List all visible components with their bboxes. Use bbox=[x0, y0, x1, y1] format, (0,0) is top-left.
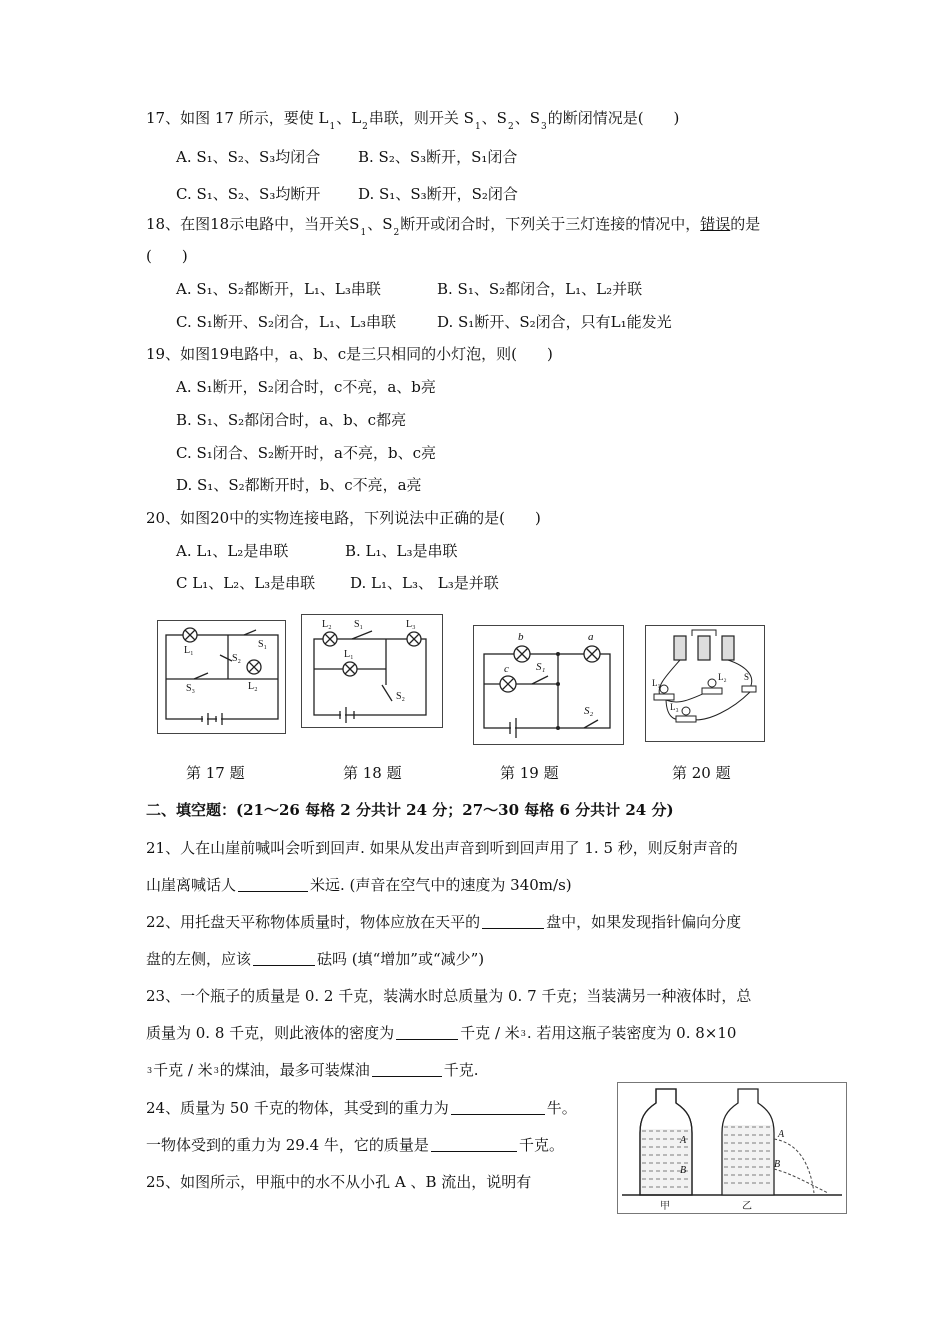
q17-option-c: C. S₁、S₂、S₃均断开 bbox=[176, 185, 321, 203]
q24-blank-1[interactable] bbox=[451, 1100, 545, 1115]
q18-stem-paren: ( ) bbox=[146, 247, 188, 265]
fig18-label-l1: L₁ bbox=[344, 649, 354, 660]
figure-20-caption: 第 20 题 bbox=[672, 764, 731, 782]
q20-option-b: B. L₁、L₃是串联 bbox=[345, 542, 458, 560]
fig18-label-s1: S₁ bbox=[354, 619, 364, 630]
q24-line-2: 一物体受到的重力为 29.4 牛，它的质量是 千克。 bbox=[146, 1136, 564, 1154]
q17-option-b: B. S₂、S₃断开，S₁闭合 bbox=[358, 148, 518, 166]
q25-line-1: 25、如图所示，甲瓶中的水不从小孔 A 、B 流出，说明有 bbox=[146, 1173, 532, 1191]
q23-line-2: 质量为 0. 8 千克，则此液体的密度为 千克 / 米3. 若用这瓶子装密度为 0. 8×10 bbox=[146, 1024, 737, 1042]
q18-stem: 18、在图18示电路中，当开关$S_1$、$S_2$断开或闭合时，下列关于三灯连接的情况中，错误的是 bbox=[146, 215, 761, 238]
q22-blank-1[interactable] bbox=[482, 914, 544, 929]
q17-stem: 17、如图 17 所示，要使 $L_1$、$L_2$串联，则开关 $S_1$、$S_2$、$S_3$的断闭情况是( ) bbox=[146, 109, 680, 132]
fig18-label-l3: L₃ bbox=[406, 619, 416, 630]
bottle-yi-label-b: B bbox=[774, 1159, 781, 1170]
figure-17-circuit bbox=[157, 620, 286, 734]
q20-option-d: D. L₁、L₃、 L₃是并联 bbox=[350, 574, 499, 592]
fig20-label-l3: L₃ bbox=[670, 702, 679, 712]
figure-bottles bbox=[617, 1082, 847, 1214]
q20-option-a: A. L₁、L₂是串联 bbox=[176, 542, 289, 560]
figure-18-circuit bbox=[301, 614, 443, 728]
q23-line-3: 3千克 / 米3的煤油，最多可装煤油 千克. bbox=[147, 1061, 479, 1079]
q18-option-a: A. S₁、S₂都断开，L₁、L₃串联 bbox=[176, 280, 381, 298]
fig17-label-l2: L₂ bbox=[248, 681, 258, 692]
figure-18-caption: 第 18 题 bbox=[343, 764, 402, 782]
bottle-yi-caption: 乙 bbox=[742, 1201, 752, 1212]
q20-stem: 20、如图20中的实物连接电路，下列说法中正确的是( ) bbox=[146, 509, 541, 527]
bottle-yi-label-a: A bbox=[778, 1129, 785, 1140]
bottle-jia-label-b: B bbox=[680, 1165, 687, 1176]
fig19-label-c: c bbox=[504, 663, 509, 675]
q17-option-d: D. S₁、S₃断开，S₂闭合 bbox=[358, 185, 518, 203]
bottle-jia-label-a: A bbox=[680, 1135, 687, 1146]
fig18-label-s2: S₂ bbox=[396, 691, 406, 702]
q24-blank-2[interactable] bbox=[431, 1137, 517, 1152]
q19-option-b: B. S₁、S₂都闭合时，a、b、c都亮 bbox=[176, 411, 407, 429]
q23-line-1: 23、一个瓶子的质量是 0. 2 千克，装满水时总质量为 0. 7 千克；当装满另一种液体时，总 bbox=[146, 987, 752, 1005]
q19-option-d: D. S₁、S₂都断开时，b、c不亮，a亮 bbox=[176, 476, 422, 494]
q19-option-a: A. S₁断开，S₂闭合时，c不亮，a、b亮 bbox=[176, 378, 436, 396]
q19-stem: 19、如图19电路中，a、b、c是三只相同的小灯泡，则( ) bbox=[146, 345, 553, 363]
q22-blank-2[interactable] bbox=[253, 951, 315, 966]
fig17-label-s3: S₃ bbox=[186, 683, 196, 694]
q17-option-a: A. S₁、S₂、S₃均闭合 bbox=[176, 148, 321, 166]
fig17-label-s1: S₁ bbox=[258, 639, 268, 650]
bottle-jia-caption: 甲 bbox=[660, 1201, 670, 1212]
fig17-label-l1: L₁ bbox=[184, 645, 194, 656]
q18-option-b: B. S₁、S₂都闭合，L₁、L₂并联 bbox=[437, 280, 643, 298]
q18-option-d: D. S₁断开、S₂闭合，只有L₁能发光 bbox=[437, 313, 672, 331]
fig20-label-l2: L₂ bbox=[718, 672, 727, 682]
q18-option-c: C. S₁断开、S₂闭合，L₁、L₃串联 bbox=[176, 313, 397, 331]
q23-blank-2[interactable] bbox=[372, 1062, 442, 1077]
section-2-title: 二、填空题：(21～26 每格 2 分共计 24 分；27～30 每格 6 分共计 24 分) bbox=[146, 801, 674, 819]
fig20-label-l1: L₁ bbox=[652, 678, 661, 688]
q23-blank-1[interactable] bbox=[396, 1025, 458, 1040]
q21-line-2: 山崖离喊话人 米远. (声音在空气中的速度为 340m/s) bbox=[146, 876, 572, 894]
fig19-label-s2: S₂ bbox=[584, 705, 594, 717]
fig19-label-a: a bbox=[588, 631, 594, 643]
q24-line-1: 24、质量为 50 千克的物体，其受到的重力为 牛。 bbox=[146, 1099, 577, 1117]
figure-20-physical-circuit bbox=[645, 625, 765, 742]
q19-option-c: C. S₁闭合、S₂断开时，a不亮，b、c亮 bbox=[176, 444, 437, 462]
q20-option-c: C L₁、L₂、L₃是串联 bbox=[176, 574, 316, 592]
figure-19-caption: 第 19 题 bbox=[500, 764, 559, 782]
fig20-label-s: S bbox=[744, 672, 750, 682]
q21-line-1: 21、人在山崖前喊叫会听到回声. 如果从发出声音到听到回声用了 1. 5 秒，则反射声音的 bbox=[146, 839, 738, 857]
figure-17-caption: 第 17 题 bbox=[186, 764, 245, 782]
q22-line-1: 22、用托盘天平称物体质量时，物体应放在天平的 盘中，如果发现指针偏向分度 bbox=[146, 913, 742, 931]
fig19-label-b: b bbox=[518, 631, 524, 643]
fig17-label-s2: S₂ bbox=[232, 653, 242, 664]
fig19-label-s1: S₁ bbox=[536, 661, 546, 673]
q22-line-2: 盘的左侧，应该 砝吗 (填“增加”或“减少”) bbox=[146, 950, 485, 968]
fig18-label-l2: L₂ bbox=[322, 619, 332, 630]
figure-19-circuit bbox=[473, 625, 624, 745]
q21-blank[interactable] bbox=[238, 877, 308, 892]
